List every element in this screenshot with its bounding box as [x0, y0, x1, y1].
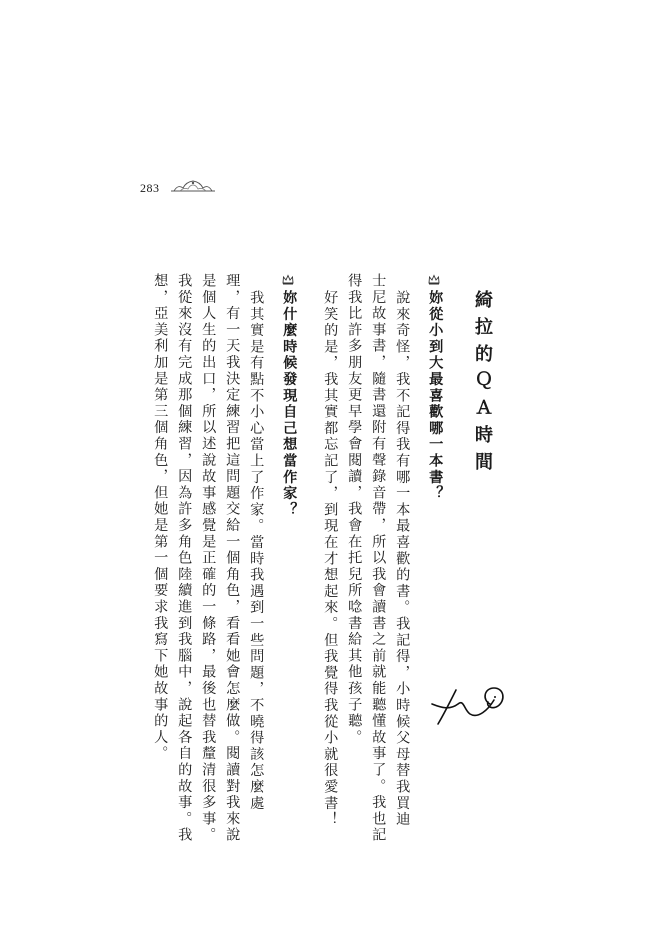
answer-line: 是個人生的出口，所以述說故事感覺是正確的一條路，最後也替我釐清很多事。: [200, 273, 217, 844]
crown-icon: [428, 274, 440, 285]
question-heading-2: 妳什麼時候發現自己想當作家？: [281, 290, 298, 519]
crown-icon: [282, 274, 294, 285]
answer-line: 說來奇怪，我不記得我有哪一本最喜歡的書。我記得，小時候父母替我買迪: [394, 290, 411, 828]
answer-line: 我其實是有點不小心當上了作家。當時我遇到一些問題，不曉得該怎麼處: [248, 290, 265, 812]
answer-line: 我從來沒有完成那個練習，因為許多角色陸續進到我腦中，說起各自的故事。我: [176, 273, 193, 844]
ornament-icon: [170, 179, 216, 193]
answer-line: 想，亞美利加是第三個角色，但她是第一個要求我寫下她故事的人。: [152, 273, 169, 762]
question-heading-1: 妳從小到大最喜歡哪一本書？: [427, 290, 444, 502]
answer-line: 得我比許多朋友更早學會閱讀，我會在托兒所唸書給其他孩子聽。: [346, 273, 363, 746]
page-number: 283: [140, 181, 160, 195]
answer-line: 理，有一天我決定練習把這問題交給一個角色，看看她會怎麼做。閱讀對我來說: [224, 273, 241, 844]
answer-line: 好笑的是，我其實都忘記了，到現在才想起來。但我覺得我從小就很愛書！: [322, 290, 339, 828]
title: 綺拉的ＱＡ時間: [472, 290, 493, 479]
answer-line: 士尼故事書，隨書還附有聲錄音帶，所以我會讀書之前就能聽懂故事了。我也記: [370, 273, 387, 844]
signature-icon: [430, 680, 510, 730]
